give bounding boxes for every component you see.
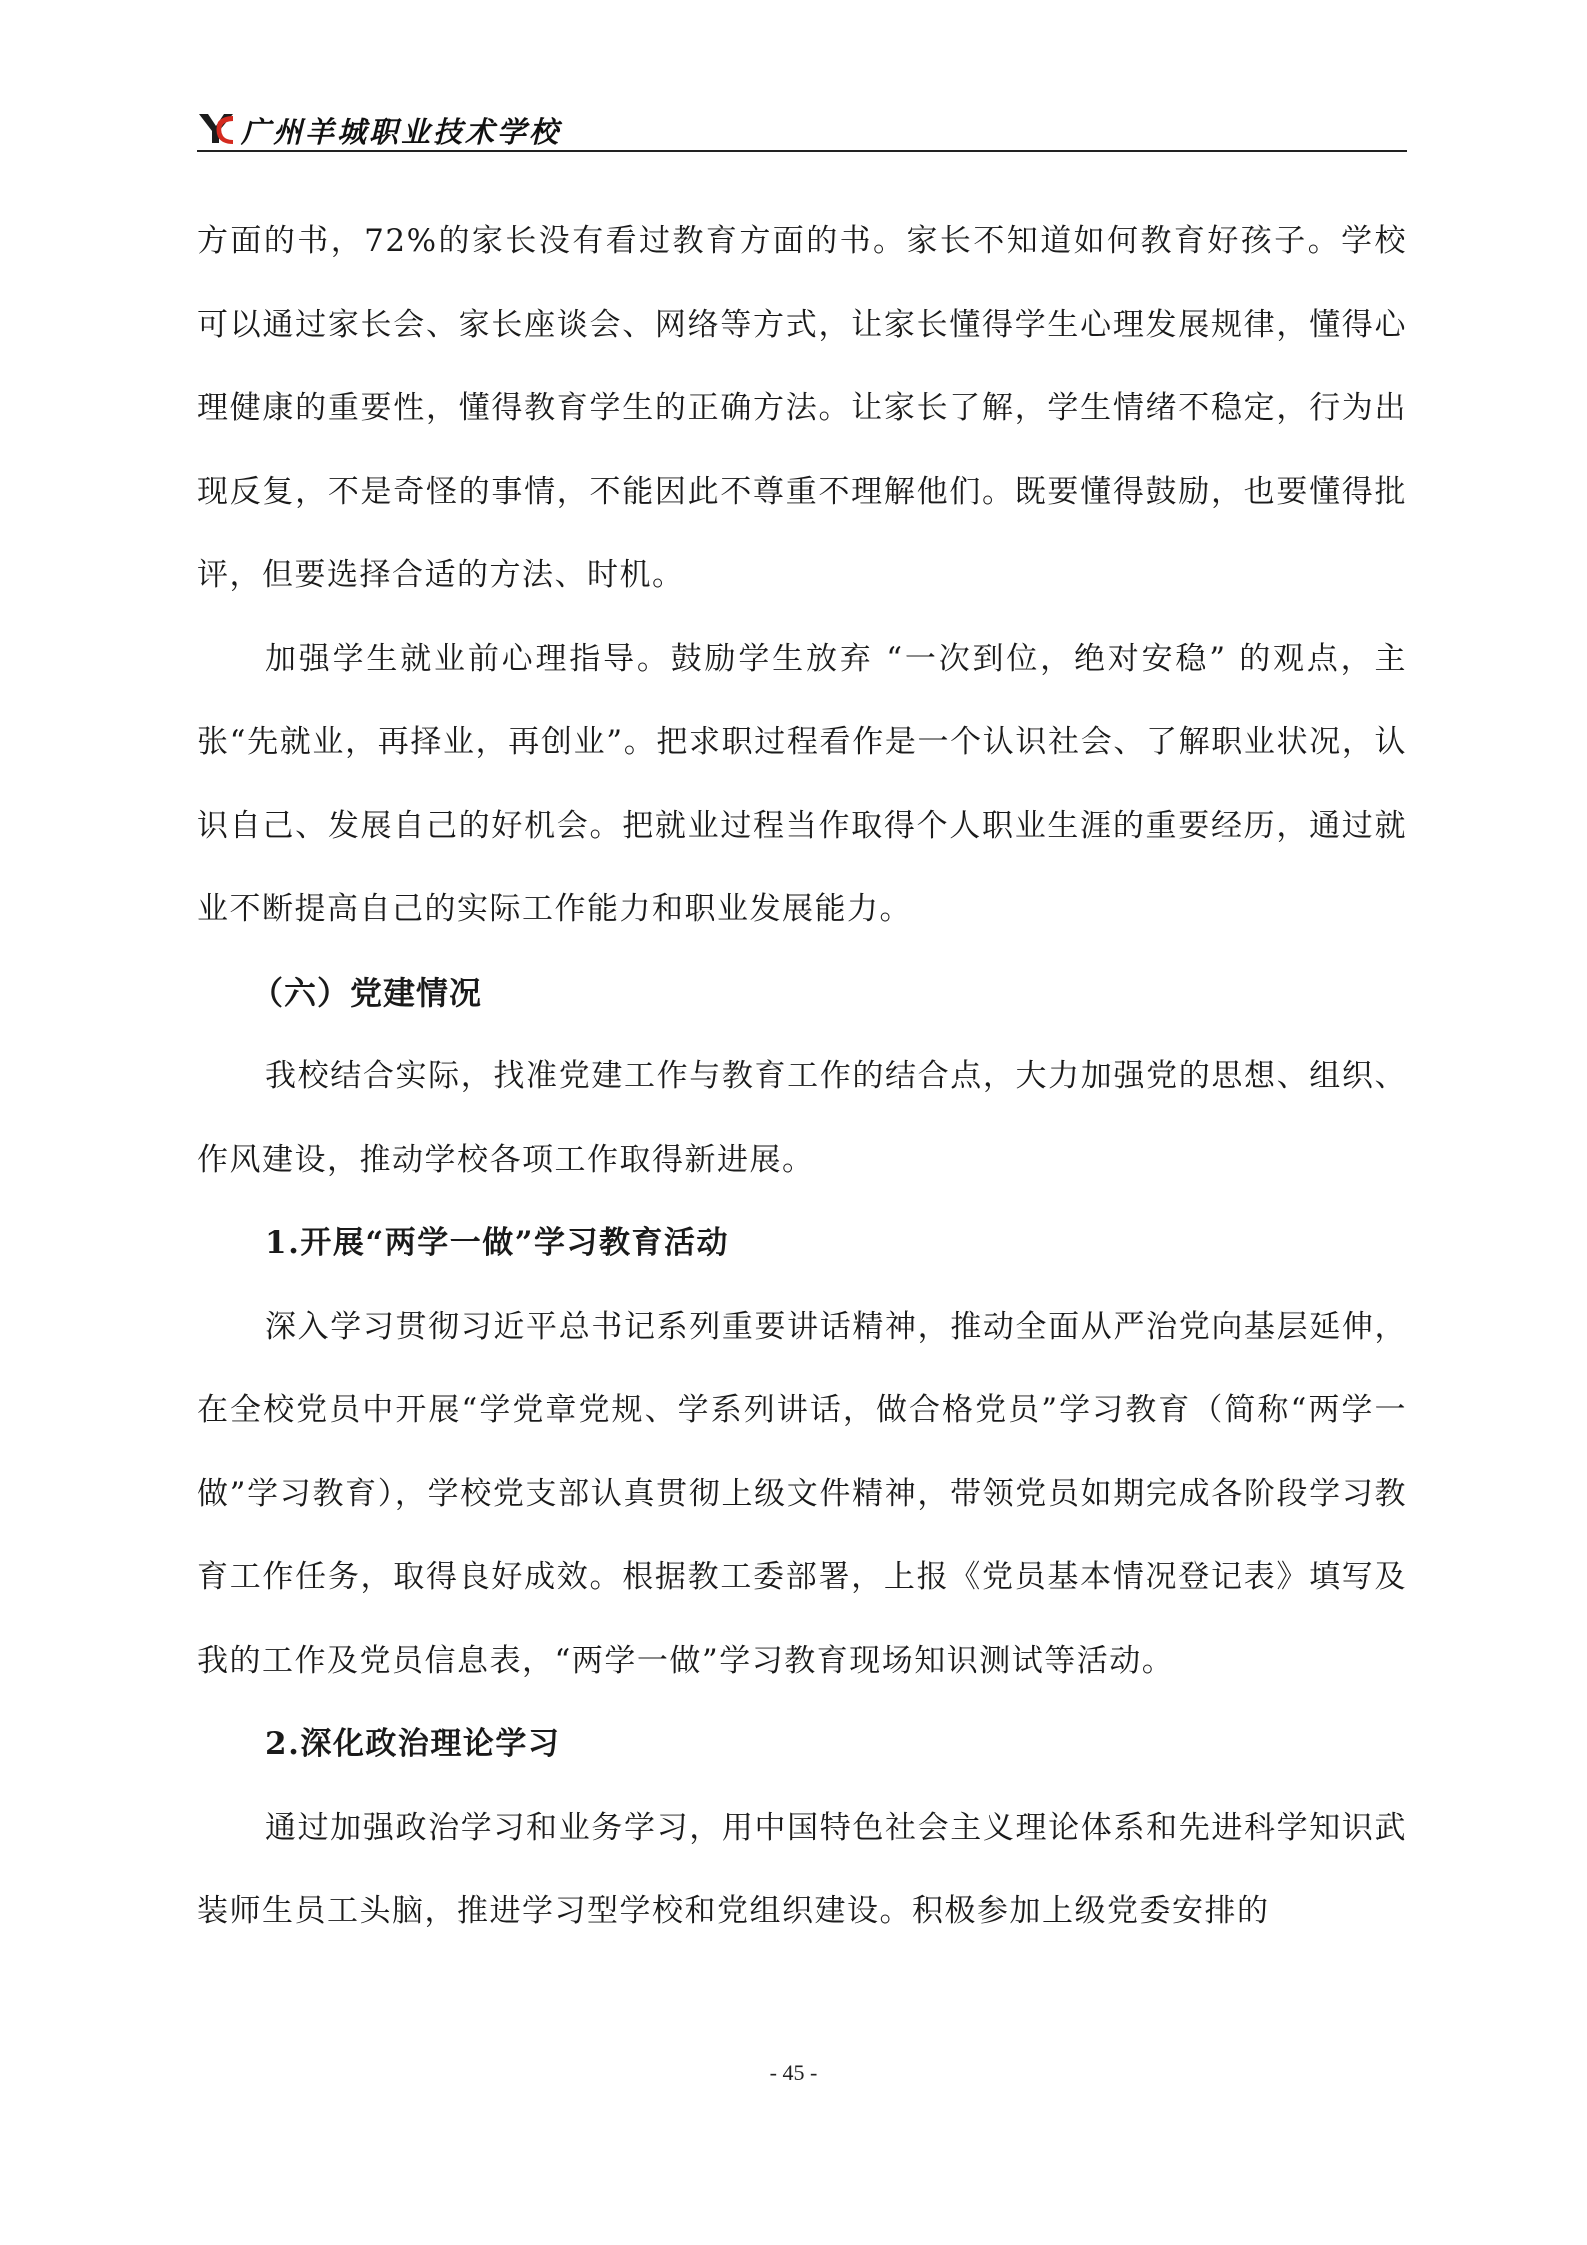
school-logo-icon bbox=[197, 110, 235, 146]
page-header bbox=[197, 108, 1407, 152]
section-heading-party-building: （六）党建情况 bbox=[251, 973, 483, 1012]
paragraph-parent-education: 方面的书，72%的家长没有看过教育方面的书。家长不知道如何教育好孩子。学校可以通过家长会、家长座谈会、网络等方式，让家长懂得学生心理发展规律，懂得心理健康的重要性，懂得教育学生的正确方法。让家长了解，学生情绪不稳定，行为出现反复，不是奇怪的事情，不能因此不尊重不理解他们。既要懂得鼓励，也要懂得批评，但要选择合适的方法、时机。 bbox=[197, 223, 1407, 593]
paragraph-two-studies: 深入学习贯彻习近平总书记系列重要讲话精神，推动全面从严治党向基层延伸，在全校党员中开展“学党章党规、学系列讲话，做合格党员”学习教育（简称“两学一做”学习教育），学校党支部认真贯彻上级文件精神，带领党员如期完成各阶段学习教育工作任务，取得良好成效。根据教工委部署，上报《党员基本情况登记表》填写及我的工作及党员信息表，“两学一做”学习教育现场知识测试等活动。 bbox=[197, 1308, 1407, 1679]
school-name: 广州羊城职业技术学校 bbox=[241, 115, 562, 149]
paragraph-political-theory: 通过加强政治学习和业务学习，用中国特色社会主义理论体系和先进科学知识武装师生员工头脑，推进学习型学校和党组织建设。积极参加上级党委安排的 bbox=[197, 1809, 1407, 1929]
subheading-two-studies: 1.开展“两学一做”学习教育活动 bbox=[265, 1225, 730, 1261]
document-body bbox=[197, 200, 1407, 1954]
subheading-political-theory: 2.深化政治理论学习 bbox=[265, 1726, 561, 1762]
page-number: - 45 - bbox=[769, 2060, 818, 2085]
paragraph-party-building-intro: 我校结合实际，找准党建工作与教育工作的结合点，大力加强党的思想、组织、作风建设，推动学校各项工作取得新进展。 bbox=[197, 1058, 1407, 1178]
paragraph-employment-guidance: 加强学生就业前心理指导。鼓励学生放弃 “一次到位，绝对安稳” 的观点，主张“先就业，再择业，再创业”。把求职过程看作是一个认识社会、了解职业状况，认识自己、发展自己的好机会。把就业过程当作取得个人职业生涯的重要经历，通过就业不断提高自己的实际工作能力和职业发展能力。 bbox=[197, 640, 1407, 927]
